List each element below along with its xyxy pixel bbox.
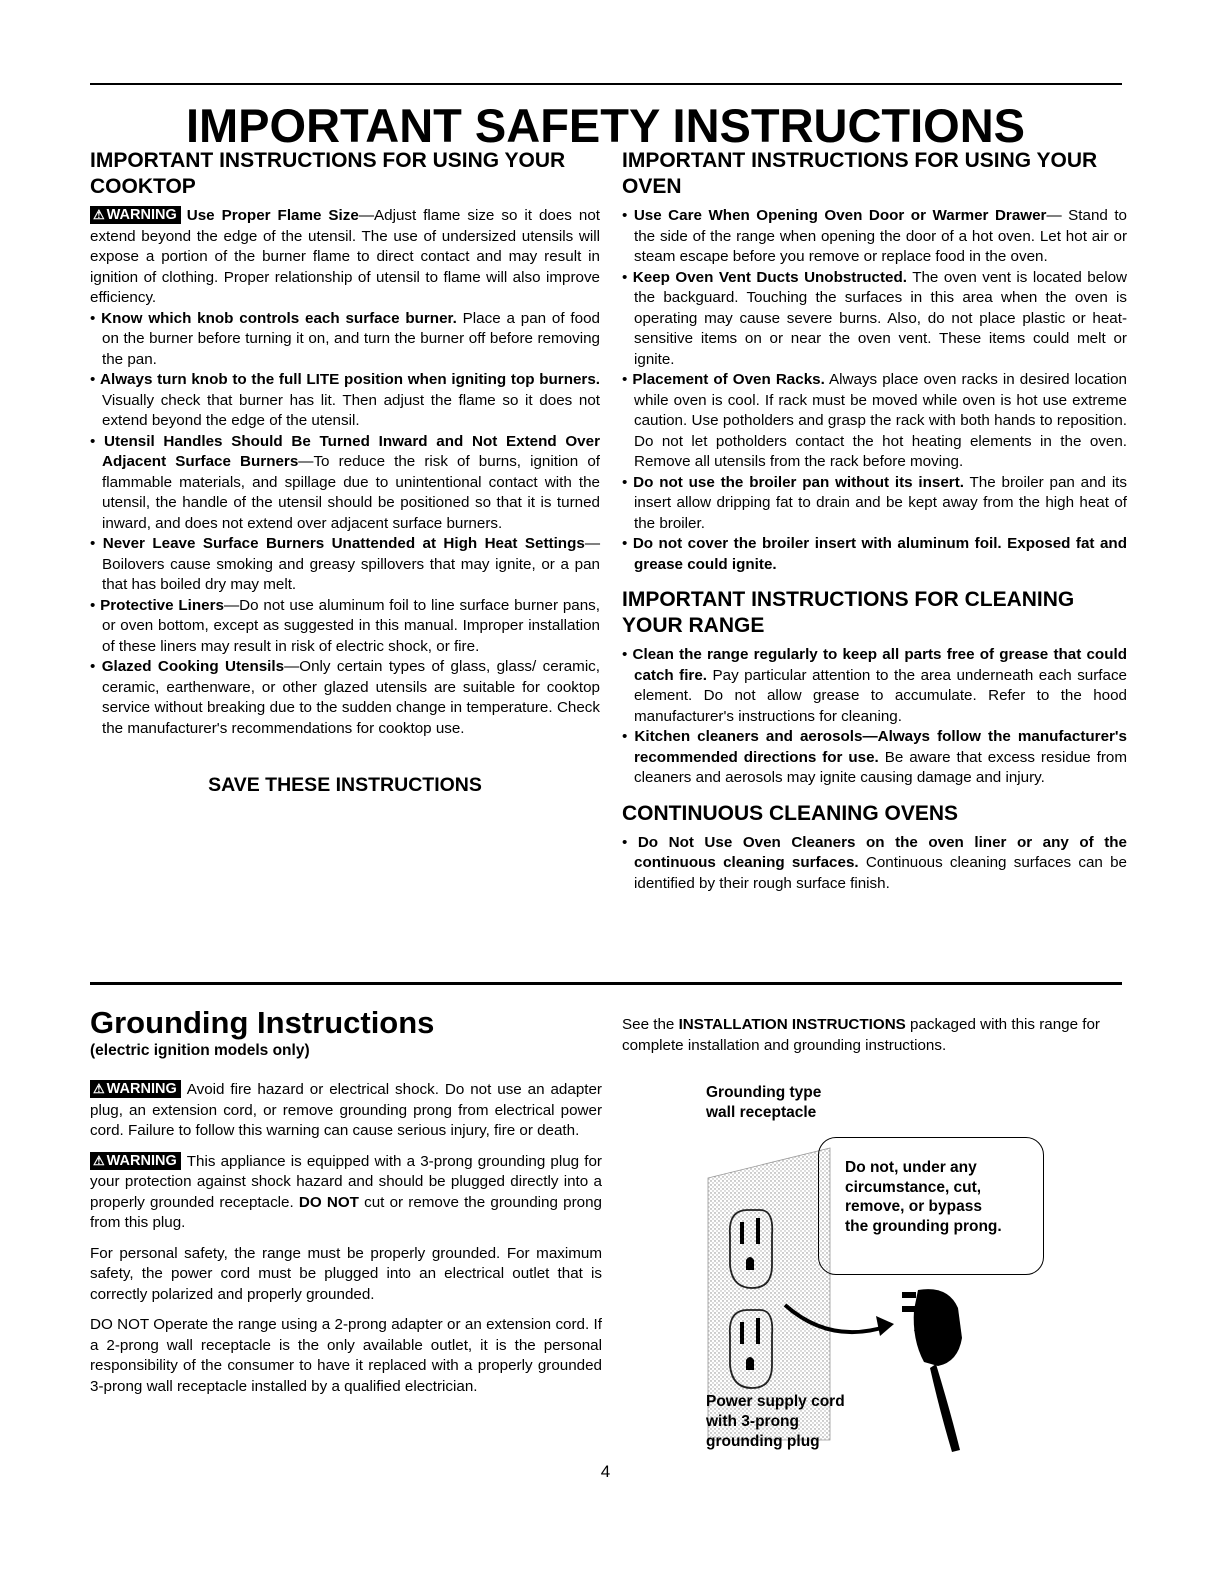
bullet-text: Place a pan of food on the burner before turning it on, and turn the burner off before removing the pan. xyxy=(102,309,600,368)
cord-label-line: Power supply cord xyxy=(706,1393,845,1410)
section-divider xyxy=(90,982,1122,985)
cooktop-column xyxy=(90,148,600,796)
bullet-text: The broiler pan and its insert allow dripping fat to drain and be kept away from the high heat of the broiler. xyxy=(634,473,1128,532)
cord-label-line: with 3-prong xyxy=(706,1413,799,1430)
list-item: • Use Care When Opening Oven Door or Warmer Drawer— Stand to the side of the range when opening the door of a hot oven. Let hot air or steam escape before you remove or replace food in the oven. xyxy=(622,207,1128,265)
list-item: • Kitchen cleaners and aerosols—Always follow the manufacturer's recommended directions for use. Be aware that excess residue from cleaners and aerosols may ignite causing damage and injury. xyxy=(622,728,1128,786)
list-item: • Know which knob controls each surface burner. Place a pan of food on the burner before turning it on, and turn the burner off before removing the pan. xyxy=(90,309,600,368)
page-number: 4 xyxy=(600,1462,611,1481)
bullet-bold: Clean the range regularly to keep all parts free of grease that could catch fire. xyxy=(632,646,1127,684)
warning-triangle-icon: ⚠ xyxy=(93,207,105,222)
cord-label xyxy=(706,1392,845,1452)
bullet-bold: Utensil Handles Should Be Turned Inward and Not Extend Over Adjacent Surface Burners xyxy=(102,432,600,470)
continuous-bullet-list xyxy=(622,833,1127,895)
list-item: • Placement of Oven Racks. Always place oven racks in desired location while oven is cool. If rack must be moved while oven is hot use extreme caution. Use potholders and grasp the rack with both hands to reposition. Do not let potholders contact the hot heating elements in the oven. Remove all utensils from the rack before moving. xyxy=(622,371,1127,470)
oven-column xyxy=(622,148,1127,894)
warning-label: WARNING xyxy=(106,1152,177,1169)
flame-size-bold: Use Proper Flame Size xyxy=(186,207,359,224)
warning-badge xyxy=(90,206,181,224)
grounding-subtitle: (electric ignition models only) xyxy=(90,1042,310,1059)
grounding-para-1: For personal safety, the range must be properly grounded. For maximum safety, the power cord must be plugged into an electrical outlet that is correctly polarized and properly grounded. xyxy=(90,1244,602,1303)
top-rule xyxy=(90,83,1122,85)
list-item: • Protective Liners—Do not use aluminum foil to line surface burner pans, or oven bottom, except as suggested in this manual. Improper installation of these liners may result in risk of electric shock, or fire. xyxy=(90,596,600,655)
bullet-bold: Always turn knob to the full LITE position when igniting top burners. xyxy=(100,371,600,388)
receptacle-label-line: wall receptacle xyxy=(706,1104,817,1121)
bullet-bold: Kitchen cleaners and aerosols—Always follow the manufacturer's recommended directions for use. xyxy=(634,728,1127,766)
grounding-body xyxy=(90,1080,602,1407)
outlet-upper xyxy=(730,1210,772,1288)
callout-text xyxy=(845,1158,1035,1236)
callout-line: circumstance, cut, xyxy=(845,1178,982,1196)
oven-bullet-list xyxy=(622,206,1127,575)
bullet-text: —To reduce the risk of burns, ignition of flammable materials, and spillage due to unintentional contact with the utensil, the handle of the utensil should be positioned so that it is turned inward, and does not extend over adjacent surface burners. xyxy=(102,453,600,532)
warning-label: WARNING xyxy=(106,207,177,223)
do-not-bold: DO NOT xyxy=(298,1193,359,1211)
warning-triangle-icon: ⚠ xyxy=(93,1152,105,1168)
callout-line: remove, or bypass xyxy=(845,1198,982,1215)
list-item: • Do Not Use Oven Cleaners on the oven liner or any of the continuous cleaning surfaces. Continuous cleaning surfaces can be identified by their rough surface finish. xyxy=(622,833,1127,892)
save-instructions: SAVE THESE INSTRUCTIONS xyxy=(208,774,482,796)
bullet-bold: Know which knob controls each surface burner. xyxy=(101,309,457,327)
cooktop-bullet-list xyxy=(90,309,600,740)
grounding-title: Grounding Instructions xyxy=(90,1005,435,1040)
callout-line: Do not, under any xyxy=(845,1159,977,1176)
bullet-text: Continuous cleaning surfaces can be identified by their rough surface finish. xyxy=(634,854,1127,892)
oven-heading: IMPORTANT INSTRUCTIONS FOR USING YOUR OVEN xyxy=(622,149,1098,198)
grounding-warning-1 xyxy=(90,1080,602,1142)
bullet-bold: Do not cover the broiler insert with aluminum foil. Exposed fat and grease could ignite. xyxy=(632,535,1127,573)
bullet-bold: Keep Oven Vent Ducts Unobstructed. xyxy=(632,268,908,286)
flame-size-text: —Adjust flame size so it does not extend beyond the edge of the utensil. The use of undersized utensils will expose a portion of the burner flame to direct contact and may result in ignition of clothing. Proper relationship of utensil to flame will also improve efficiency. xyxy=(90,207,600,306)
bullet-bold: Do Not Use Oven Cleaners on the oven liner or any of the continuous cleaning surfaces. xyxy=(634,833,1127,871)
bullet-text: —Only certain types of glass, glass/ ceramic, ceramic, earthenware, or other glazed utensils are suitable for cooktop service without breaking due to the sudden change in temperature. Check the manufacturer's recommendations for cooktop use. xyxy=(102,658,601,737)
bullet-text: Visually check that burner has lit. Then adjust the flame so it does not extend beyond the edge of the utensil. xyxy=(102,391,600,429)
receptacle-label-line: Grounding type xyxy=(706,1084,822,1101)
receptacle-label xyxy=(706,1083,821,1123)
bullet-bold: Do not use the broiler pan without its insert. xyxy=(633,473,964,491)
list-item: • Do not cover the broiler insert with aluminum foil. Exposed fat and grease could ignite. xyxy=(622,535,1127,573)
flame-size-paragraph xyxy=(90,206,600,309)
cleaning-bullet-list xyxy=(622,645,1127,789)
cooktop-heading: IMPORTANT INSTRUCTIONS FOR USING YOUR COOKTOP xyxy=(90,149,566,198)
cord-label-line: grounding plug xyxy=(706,1433,820,1450)
see-prefix: See the xyxy=(622,1016,679,1033)
list-item: • Keep Oven Vent Ducts Unobstructed. The oven vent is located below the backguard. Touching the surfaces in this area when the oven is operating may cause severe burns. Also, do not place plastic or heat-sensitive items on or near the oven vent. These items could melt or ignite. xyxy=(622,268,1127,368)
continuous-heading: CONTINUOUS CLEANING OVENS xyxy=(622,801,959,825)
bullet-bold: Placement of Oven Racks. xyxy=(632,371,825,388)
list-item: • Never Leave Surface Burners Unattended at High Heat Settings—Boilovers cause smoking and greasy spillovers that may ignite, or a pan that has boiled dry may melt. xyxy=(90,535,600,593)
grounding-para-2: DO NOT Operate the range using a 2-prong adapter or an extension cord. If a 2-prong wall receptacle is the only available outlet, it is the personal responsibility of the consumer to have it replaced with a properly grounded 3-prong wall receptacle installed by a qualified electrician. xyxy=(90,1316,602,1395)
list-item: • Glazed Cooking Utensils—Only certain types of glass, glass/ ceramic, ceramic, earthenware, or other glazed utensils are suitable for cooktop service without breaking due to the sudden change in temperature. Check the manufacturer's recommendations for cooktop use. xyxy=(90,658,601,737)
warning-label: WARNING xyxy=(106,1081,177,1097)
outlet-lower xyxy=(730,1310,772,1388)
see-installation-note xyxy=(622,1015,1127,1056)
plug xyxy=(902,1289,962,1452)
warning-badge xyxy=(90,1152,181,1170)
list-item: • Do not use the broiler pan without its insert. The broiler pan and its insert allow dripping fat to drain and be kept away from the high heat of the broiler. xyxy=(622,473,1128,532)
cleaning-heading: IMPORTANT INSTRUCTIONS FOR CLEANING YOUR RANGE xyxy=(622,588,1075,637)
bullet-text: Pay particular attention to the area underneath each surface element. Do not allow grease to accumulate. Refer to the hood manufacturer's instructions for cleaning. xyxy=(634,666,1128,725)
bullet-bold: Glazed Cooking Utensils xyxy=(101,658,285,675)
warning-triangle-icon: ⚠ xyxy=(93,1081,105,1096)
callout-line: the grounding prong. xyxy=(845,1217,1002,1235)
list-item: • Always turn knob to the full LITE position when igniting top burners. Visually check that burner has lit. Then adjust the flame so it does not extend beyond the edge of the utensil. xyxy=(90,371,600,429)
bullet-text: — Stand to the side of the range when opening the door of a hot oven. Let hot air or steam escape before you remove or replace food in the oven. xyxy=(634,207,1128,265)
bullet-text: —Boilovers cause smoking and greasy spillovers that may ignite, or a pan that has boiled dry may melt. xyxy=(102,535,600,593)
page-title: IMPORTANT SAFETY INSTRUCTIONS xyxy=(185,99,1026,152)
warning-badge xyxy=(90,1080,181,1098)
bullet-text: Be aware that excess residue from cleaners and aerosols may ignite causing damage and injury. xyxy=(634,748,1128,786)
bullet-text: Always place oven racks in desired location while oven is cool. If rack must be moved while oven is hot use extreme caution. Use potholders and grasp the rack with both hands to reposition. Do not let potholders contact the hot heating elements in the oven. Remove all utensils from the rack before moving. xyxy=(634,371,1127,470)
bullet-bold: Never Leave Surface Burners Unattended at High Heat Settings xyxy=(102,535,585,552)
warning-tail: cut or remove the grounding prong from this plug. xyxy=(90,1193,602,1231)
warning-text: This appliance is equipped with a 3-prong grounding plug for your protection against shock hazard and should be plugged directly into a properly grounded receptacle. xyxy=(90,1152,602,1211)
bullet-text: —Do not use aluminum foil to line surface burner pans, or oven bottom, except as suggested in this manual. Improper installation of these liners may result in risk of electric shock, or fire. xyxy=(102,596,600,655)
see-suffix: packaged with this range for complete installation and grounding instructions. xyxy=(622,1016,1100,1054)
list-item: • Utensil Handles Should Be Turned Inward and Not Extend Over Adjacent Surface Burners—To reduce the risk of burns, ignition of flammable materials, and spillage due to unintentional contact with the utensil, the handle of the utensil should be positioned so that it is turned inward, and does not extend over adjacent surface burners. xyxy=(90,432,600,532)
list-item: • Clean the range regularly to keep all parts free of grease that could catch fire. Pay particular attention to the area underneath each surface element. Do not allow grease to accumulate. Refer to the hood manufacturer's instructions for cleaning. xyxy=(622,646,1128,725)
bullet-text: The oven vent is located below the backguard. Touching the surfaces in this area when the oven is operating may cause severe burns. Also, do not place plastic or heat-sensitive items on or near the oven vent. These items could melt or ignite. xyxy=(634,268,1127,368)
see-bold: INSTALLATION INSTRUCTIONS xyxy=(678,1016,906,1033)
bullet-bold: Protective Liners xyxy=(100,596,224,614)
warning-text: Avoid fire hazard or electrical shock. Do not use an adapter plug, an extension cord, or remove grounding prong from electrical power cord. Failure to follow this warning can cause serious injury, fire or death. xyxy=(90,1081,602,1139)
grounding-warning-2 xyxy=(90,1152,602,1234)
bullet-bold: Use Care When Opening Oven Door or Warmer Drawer xyxy=(633,207,1047,224)
